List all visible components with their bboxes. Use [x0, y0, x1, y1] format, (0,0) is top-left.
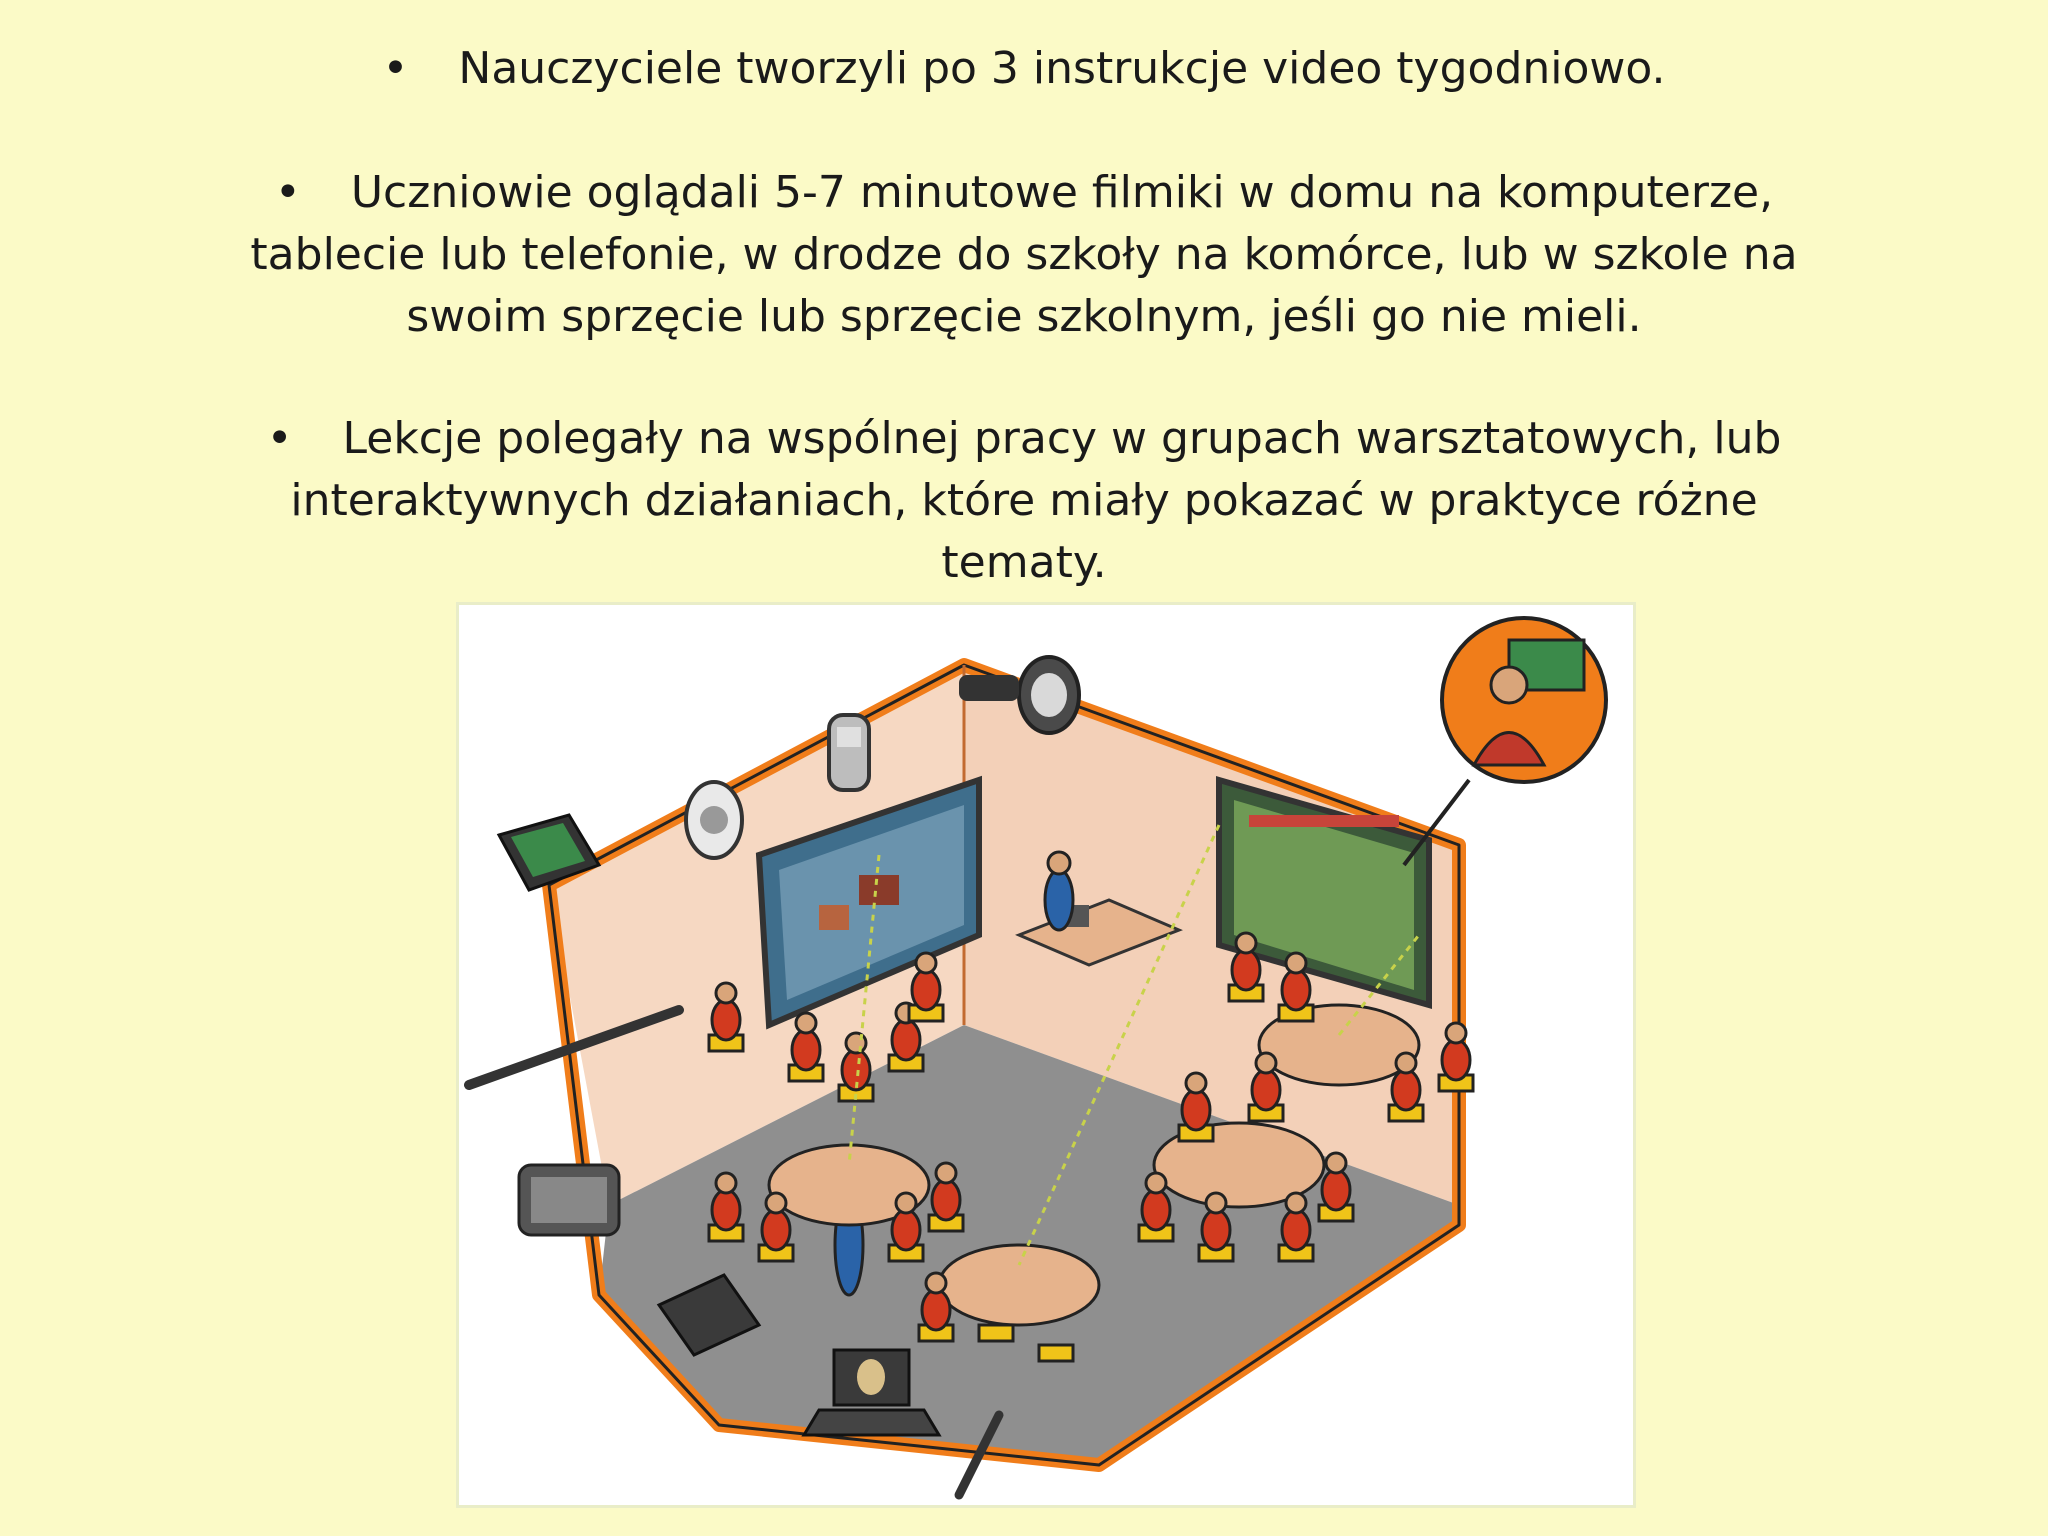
bullet-3-line-2: interaktywnych działaniach, które miały pokazać w praktyce różne: [290, 475, 1758, 526]
bullet-3-line-1: • Lekcje polegały na wspólnej pracy w grupach warsztatowych, lub: [0, 408, 2048, 470]
tablet-icon: [519, 1165, 619, 1235]
bullet-2-line-2: tablecie lub telefonie, w drodze do szkoły na komórce, lub w szkole na: [250, 229, 1798, 280]
round-table: [939, 1245, 1099, 1325]
bullet-2-line-3: swoim sprzęcie lub sprzęcie szkolnym, jeśli go nie mieli.: [406, 291, 1642, 342]
bullet-2-line-1: • Uczniowie oglądali 5-7 minutowe filmiki w domu na komputerze,: [0, 162, 2048, 224]
bullet-dot: •: [382, 43, 409, 94]
bullet-dot: •: [266, 413, 293, 464]
classroom-drawing: [459, 605, 1633, 1505]
classroom-illustration: [456, 602, 1636, 1508]
bullet-dot: •: [274, 167, 301, 218]
bullet-2: [0, 162, 2048, 348]
zoom-inset: [1404, 618, 1606, 865]
bullet-3: [0, 408, 2048, 594]
teacher-figure: [1045, 852, 1073, 930]
mobile-phone-icon: [829, 715, 869, 790]
clicker-icon: [686, 782, 742, 858]
bullet-1-line-1: • Nauczyciele tworzyli po 3 instrukcje video tygodniowo.: [0, 38, 2048, 100]
bullet-1: [0, 38, 2048, 100]
bullet-3-line-3: tematy.: [941, 537, 1107, 588]
